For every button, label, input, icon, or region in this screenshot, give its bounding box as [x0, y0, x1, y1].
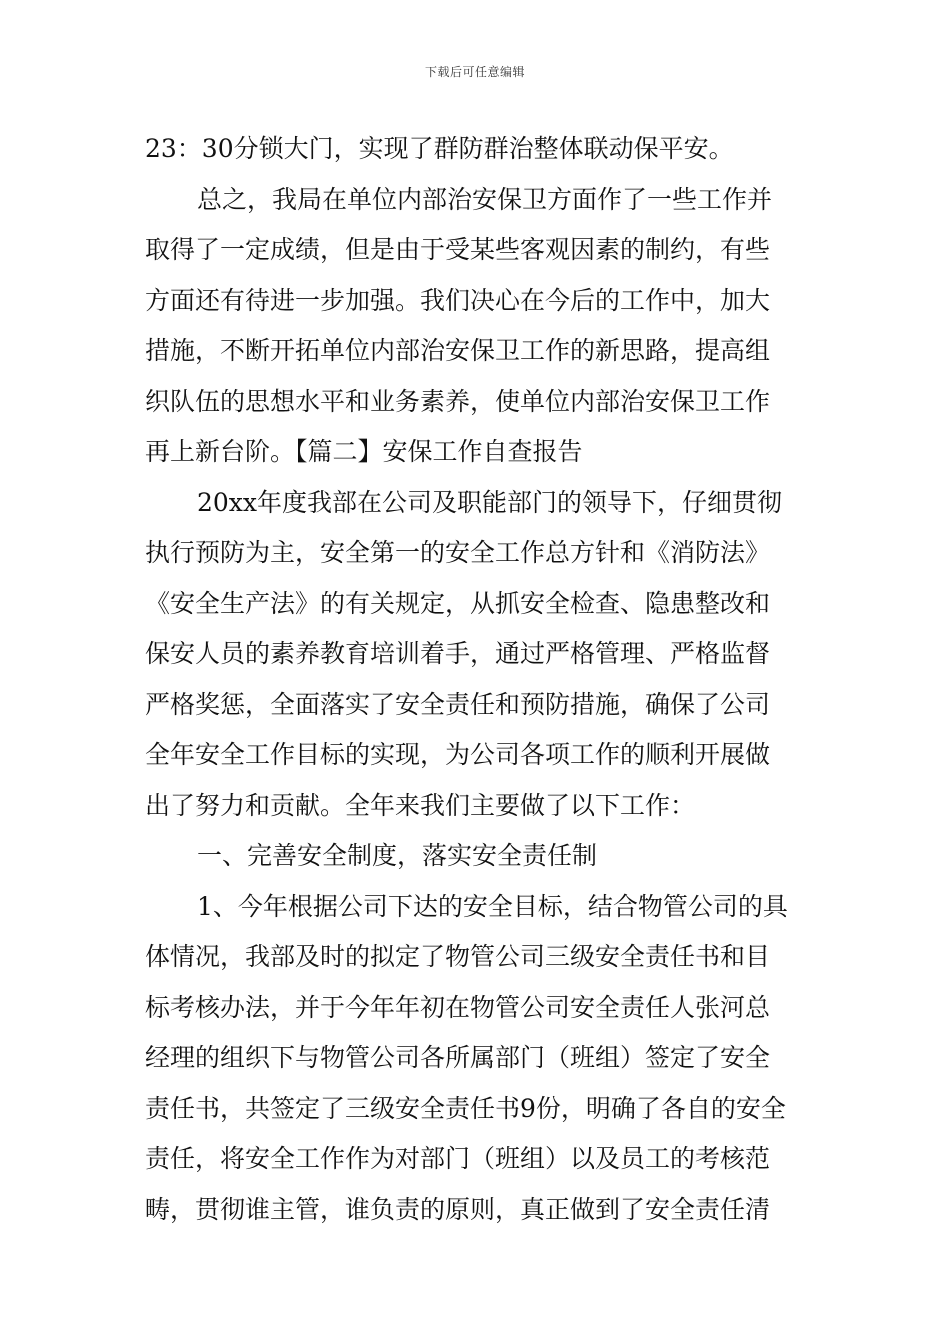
document-body [145, 124, 815, 1235]
text-line: 出了努力和贡献。全年来我们主要做了以下工作： [145, 790, 696, 820]
text-line: 严格奖惩，全面落实了安全责任和预防措施，确保了公司 [145, 689, 771, 719]
text-line: 责任，将安全工作作为对部门（班组）以及员工的考核范 [145, 1144, 771, 1173]
paragraph-start-line: 1、今年根据公司下达的安全目标，结合物管公司的具 [197, 891, 788, 921]
text-line: 《安全生产法》的有关规定，从抓安全检查、隐患整改和 [145, 588, 771, 618]
text-line: 经理的组织下与物管公司各所属部门（班组）签定了安全 [145, 1043, 771, 1072]
page-header: 下载后可任意编辑 [424, 65, 525, 79]
text-line: 方面还有待进一步加强。我们决心在今后的工作中，加大 [145, 285, 771, 315]
text-line: 执行预防为主，安全第一的安全工作总方针和《消防法》 [145, 538, 771, 567]
section-heading: 一、完善安全制度，落实安全责任制 [197, 841, 598, 870]
text-line: 措施，不断开拓单位内部治安保卫工作的新思路，提高组 [145, 336, 771, 365]
paragraph-start-line: 20xx年度我部在公司及职能部门的领导下，仔细贯彻 [197, 487, 783, 517]
text-line: 保安人员的素养教育培训着手，通过严格管理、严格监督 [145, 639, 771, 668]
text-line: 织队伍的思想水平和业务素养，使单位内部治安保卫工作 [145, 386, 771, 416]
text-line: 标考核办法，并于今年年初在物管公司安全责任人张河总 [145, 992, 771, 1022]
text-line: 取得了一定成绩，但是由于受某些客观因素的制约，有些 [145, 235, 771, 264]
text-line: 责任书，共签定了三级安全责任书9份，明确了各自的安全 [145, 1093, 786, 1123]
text-line: 再上新台阶。【篇二】安保工作自查报告 [145, 437, 583, 466]
paragraph-start-line: 总之，我局在单位内部治安保卫方面作了一些工作并 [197, 184, 773, 214]
text-line: 全年安全工作目标的实现，为公司各项工作的顺利开展做 [145, 740, 771, 769]
text-line: 畴，贯彻谁主管，谁负责的原则，真正做到了安全责任清 [145, 1194, 771, 1224]
text-line: 23：30分锁大门，实现了群防群治整体联动保平安。 [145, 134, 734, 163]
text-line: 体情况，我部及时的拟定了物管公司三级安全责任书和目 [145, 942, 771, 971]
